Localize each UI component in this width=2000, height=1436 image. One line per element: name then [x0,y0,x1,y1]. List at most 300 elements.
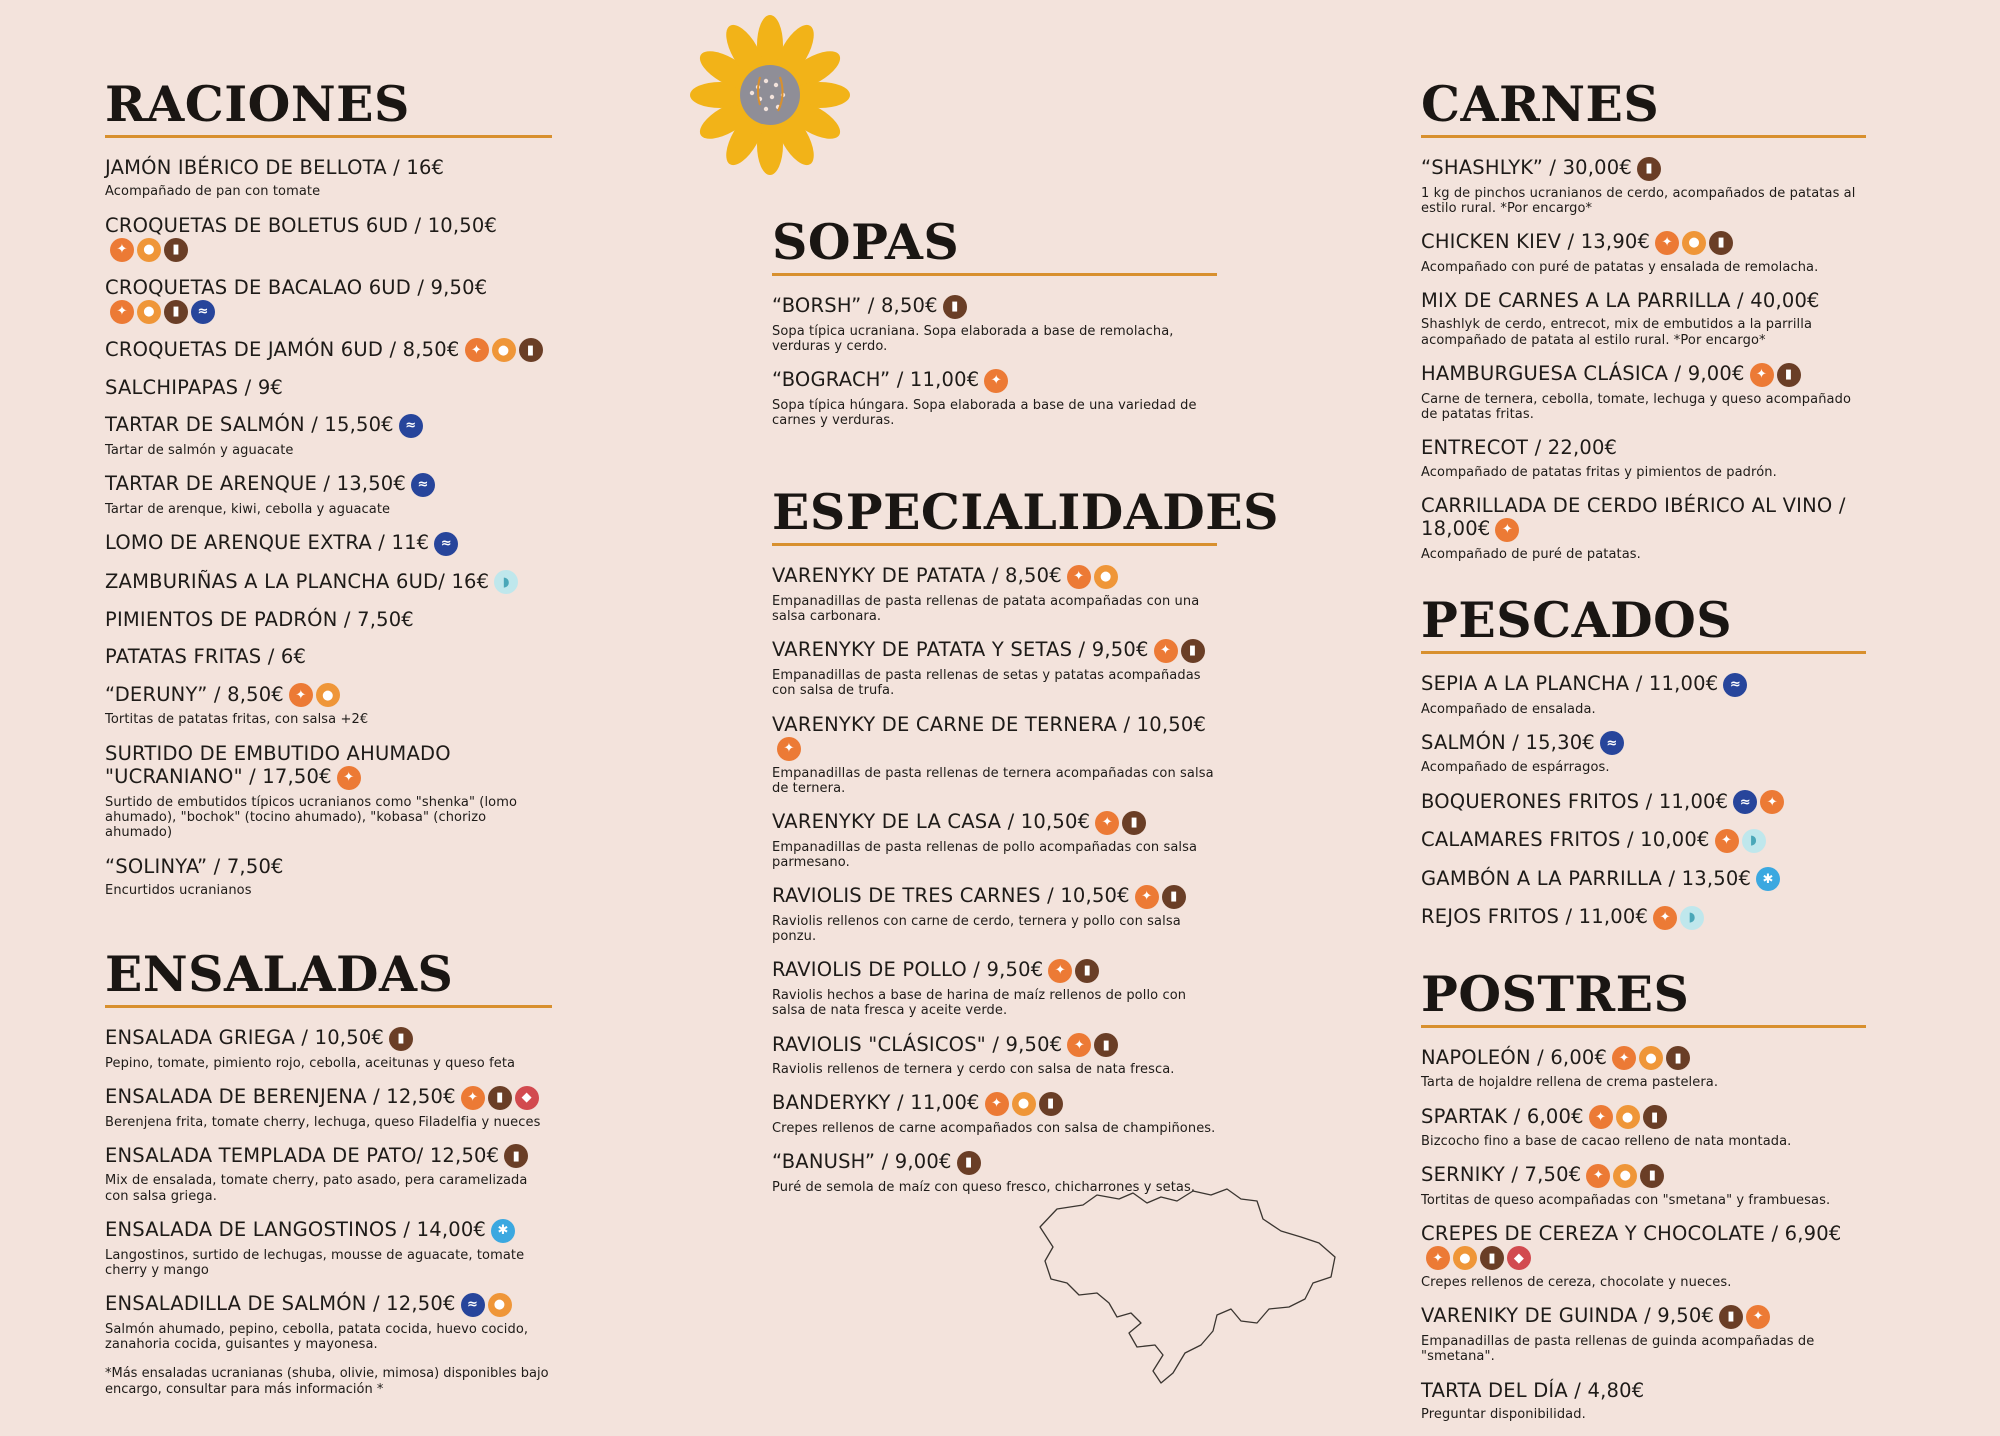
allergen-icons [1756,867,1780,891]
allergen-icons [461,1086,539,1110]
ukraine-map-illustration [1035,1185,1345,1390]
menu-item [105,276,552,324]
menu-item-description: Salmón ahumado, pepino, cebolla, patata cocida, huevo cocido, zanahoria cocida, guisantes y mayonesa. [105,1321,529,1353]
allergen-icons [1095,811,1146,835]
nuts-icon: ◆ [515,1086,539,1110]
menu-item-description: Empanadillas de pasta rellenas de guinda acompañadas de "smetana". [1421,1333,1815,1365]
menu-item [1421,672,1866,717]
allergen-icons [461,1293,512,1317]
menu-item-label: “DERUNY” / 8,50€ [105,682,284,706]
allergen-icons [1733,790,1784,814]
menu-item-name [105,1026,552,1051]
egg-icon: ● [1616,1105,1640,1129]
menu-item-name [1421,828,1866,853]
gluten-icon: ✦ [1655,231,1679,255]
menu-item-description: Acompañado de patatas fritas y pimientos de padrón. [1421,464,1777,480]
allergen-icons [494,570,518,594]
menu-item-label: ENSALADA TEMPLADA DE PATO/ 12,50€ [105,1143,500,1167]
menu-item-description: Acompañado de ensalada. [1421,701,1596,717]
menu-item-description: Raviolis rellenos de ternera y cerdo con salsa de nata fresca. [772,1062,1175,1078]
fish-icon: ≈ [1733,790,1757,814]
menu-item-description: Mix de ensalada, tomate cherry, pato asado, pera caramelizada con salsa griega. [105,1173,528,1204]
dairy-icon: ▮ [164,300,188,324]
allergen-icons [1586,1164,1664,1188]
gluten-icon: ✦ [1135,885,1159,909]
menu-item-label: SEPIA A LA PLANCHA / 11,00€ [1421,672,1719,696]
section-carnes [1421,75,1866,562]
menu-item-label: LOMO DE ARENQUE EXTRA / 11€ [105,531,430,555]
menu-item-name [1421,1304,1866,1329]
menu-item-name [772,564,1217,589]
allergen-icons [399,414,423,438]
menu-item [105,1292,552,1352]
column-right [1421,75,1866,1436]
menu-item-name [772,958,1217,983]
nuts-icon: ◆ [1507,1246,1531,1270]
menu-item [105,338,552,363]
menu-item-name [105,1085,552,1110]
egg-icon: ● [1094,565,1118,589]
menu-item-name [105,1292,552,1317]
dairy-icon: ▮ [1709,231,1733,255]
menu-item-description: Pepino, tomate, pimiento rojo, cebolla, aceitunas y queso feta [105,1055,516,1071]
menu-item-name [105,376,552,399]
allergen-icons [389,1027,413,1051]
menu-item-name [772,294,1217,319]
gluten-icon: ✦ [465,338,489,362]
menu-item-label: “BOGRACH” / 11,00€ [772,368,980,392]
item-list [1421,672,1866,930]
allergen-icons [1495,518,1519,542]
menu-item-name [105,338,552,363]
menu-item-label: ENSALADA DE BERENJENA / 12,50€ [105,1085,456,1109]
dairy-icon: ▮ [1181,639,1205,663]
allergen-icons [289,683,340,707]
allergen-icons [777,737,801,761]
gluten-icon: ✦ [985,1092,1009,1116]
menu-item-label: ZAMBURIÑAS A LA PLANCHA 6UD/ 16€ [105,569,490,593]
egg-icon: ● [1613,1164,1637,1188]
menu-item-label: BOQUERONES FRITOS / 11,00€ [1421,789,1729,813]
menu-item-name [105,413,552,438]
allergen-icons [1154,639,1205,663]
section-title: CARNES [1421,80,1866,138]
gluten-icon: ✦ [1095,811,1119,835]
menu-item [105,472,552,517]
egg-icon: ● [488,1293,512,1317]
menu-item-name [1421,731,1866,756]
gluten-icon: ✦ [1589,1105,1613,1129]
menu-item [772,368,1217,428]
menu-item-name [1421,905,1866,930]
menu-item-label: PATATAS FRITAS / 6€ [105,645,307,669]
gluten-icon: ✦ [1760,790,1784,814]
item-list [1421,1046,1866,1423]
menu-item-label: VARENYKY DE PATATA / 8,50€ [772,564,1062,588]
gluten-icon: ✦ [1426,1246,1450,1270]
item-list [772,564,1217,1195]
menu-item [772,294,1217,354]
menu-item-description: Empanadillas de pasta rellenas de pollo acompañadas con salsa parmesano. [772,839,1198,870]
mollusc-icon: ◗ [494,570,518,594]
menu-item [1421,1163,1866,1208]
menu-item-description: Raviolis rellenos con carne de cerdo, ternera y pollo con salsa ponzu. [772,913,1181,945]
menu-item-label: SPARTAK / 6,00€ [1421,1104,1584,1128]
allergen-icons [985,1092,1063,1116]
menu-item-label: BANDERYKY / 11,00€ [772,1091,980,1115]
menu-item [1421,289,1866,348]
menu-item-label: SALMÓN / 15,30€ [1421,730,1595,754]
menu-item-name [772,1150,1217,1175]
menu-item-label: JAMÓN IBÉRICO DE BELLOTA / 16€ [105,156,445,179]
dairy-icon: ▮ [1075,959,1099,983]
column-center [772,213,1279,1209]
gluten-icon: ✦ [1653,906,1677,930]
menu-item [772,1033,1217,1078]
gluten-icon: ✦ [1067,1033,1091,1057]
allergen-icons [434,532,458,556]
menu-item-description: Tartar de arenque, kiwi, cebolla y aguacate [105,501,391,517]
menu-item [1421,494,1866,562]
menu-item-name [105,156,552,179]
menu-item [1421,436,1866,480]
menu-item-label: ENSALADILLA DE SALMÓN / 12,50€ [105,1292,456,1316]
menu-item-name [1421,790,1866,815]
gluten-icon: ✦ [1154,639,1178,663]
allergen-icons [1135,885,1186,909]
menu-item-name [772,368,1217,393]
menu-item-name [772,810,1217,835]
menu-item [1421,1304,1866,1364]
menu-item-name [105,570,552,595]
menu-item-description: Empanadillas de pasta rellenas de setas y patatas acompañadas con salsa de trufa. [772,667,1201,699]
menu-item-description: 1 kg de pinchos ucranianos de cerdo, acompañados de patatas al estilo rural. *Por encargo* [1421,185,1856,216]
menu-item-name [772,713,1217,761]
menu-item [105,742,552,841]
sunflower-illustration [680,15,860,180]
item-list [105,156,552,898]
menu-item-name [1421,362,1866,387]
menu-item [772,1091,1217,1136]
menu-item-name [1421,867,1866,892]
item-list [105,1026,552,1352]
menu-item-name [105,531,552,556]
menu-item-name [105,1218,552,1243]
menu-item-label: VARENIKY DE GUINDA / 9,50€ [1421,1304,1715,1328]
dairy-icon: ▮ [1637,157,1661,181]
section-title: PESCADOS [1421,596,1866,654]
menu-item [105,683,552,728]
menu-item-label: CHICKEN KIEV / 13,90€ [1421,230,1651,254]
allergen-icons [491,1219,515,1243]
menu-item [772,564,1217,624]
gluten-icon: ✦ [110,238,134,262]
allergen-icons [1048,959,1099,983]
allergen-icons [337,766,361,790]
item-list [772,294,1217,428]
column-left [105,75,552,1397]
dairy-icon: ▮ [488,1086,512,1110]
menu-item-description: Tortitas de queso acompañadas con "smetana" y frambuesas. [1421,1192,1831,1208]
menu-item-name [772,1033,1217,1058]
allergen-icons [1589,1105,1667,1129]
menu-item [1421,1379,1866,1423]
item-list [1421,156,1866,562]
menu-item-description: Tortitas de patatas fritas, con salsa +2€ [105,712,369,728]
menu-item-name [1421,1046,1866,1071]
allergen-icons [1637,157,1661,181]
crustacean-icon: ✱ [491,1219,515,1243]
menu-item-description: Berenjena frita, tomate cherry, lechuga, queso Filadelfia y nueces [105,1114,541,1130]
allergen-icons [1655,231,1733,255]
menu-item-label: SERNIKY / 7,50€ [1421,1163,1582,1187]
menu-item-name [772,638,1217,663]
menu-item-label: VARENYKY DE LA CASA / 10,50€ [772,810,1091,834]
menu-item [105,1085,552,1130]
dairy-icon: ▮ [1039,1092,1063,1116]
menu-item-description: Tarta de hojaldre rellena de crema pastelera. [1421,1075,1719,1091]
gluten-icon: ✦ [1586,1164,1610,1188]
menu-item-description: Acompañado de puré de patatas. [1421,546,1641,562]
dairy-icon: ▮ [943,295,967,319]
menu-item-label: MIX DE CARNES A LA PARRILLA / 40,00€ [1421,288,1820,312]
egg-icon: ● [1012,1092,1036,1116]
menu-item [1421,1046,1866,1091]
menu-item [105,608,552,631]
section-raciones [105,75,552,898]
menu-item-label: VARENYKY DE PATATA Y SETAS / 9,50€ [772,638,1149,662]
allergen-icons [504,1144,528,1168]
menu-item-name [105,472,552,497]
allergen-icons [110,300,215,324]
dairy-icon: ▮ [1094,1033,1118,1057]
allergen-icons [1067,1033,1118,1057]
menu-item [1421,828,1866,853]
allergen-icons [1719,1305,1770,1329]
fish-icon: ≈ [1600,731,1624,755]
gluten-icon: ✦ [777,737,801,761]
menu-item-name [772,884,1217,909]
allergen-icons [1600,731,1624,755]
menu-item [1421,230,1866,275]
fish-icon: ≈ [1723,673,1747,697]
dairy-icon: ▮ [1777,363,1801,387]
menu-item-name [105,276,552,324]
menu-item-name [1421,1379,1866,1402]
menu-item [105,645,552,668]
menu-item-name [105,683,552,708]
allergen-icons [1426,1246,1531,1270]
menu-item [1421,362,1866,422]
menu-item [772,638,1217,698]
gluten-icon: ✦ [1612,1046,1636,1070]
dairy-icon: ▮ [1643,1105,1667,1129]
gluten-icon: ✦ [110,300,134,324]
menu-item-name [1421,230,1866,255]
menu-item [1421,1222,1866,1290]
menu-item-label: NAPOLEÓN / 6,00€ [1421,1045,1608,1069]
egg-icon: ● [316,683,340,707]
menu-item [1421,1105,1866,1150]
section-title: POSTRES [1421,970,1866,1028]
dairy-icon: ▮ [1480,1246,1504,1270]
gluten-icon: ✦ [1048,959,1072,983]
menu-item-label: ENTRECOT / 22,00€ [1421,436,1618,460]
gluten-icon: ✦ [984,369,1008,393]
menu-item [105,570,552,595]
allergen-icons [1750,363,1801,387]
menu-item-description: Langostinos, surtido de lechugas, mousse de aguacate, tomate cherry y mango [105,1247,525,1278]
menu-item-name [1421,494,1866,542]
menu-item [1421,867,1866,892]
menu-item-description: Tartar de salmón y aguacate [105,442,294,458]
menu-item-label: “BORSH” / 8,50€ [772,294,938,317]
menu-item-description: Acompañado de pan con tomate [105,184,321,200]
menu-item-name [1421,289,1866,312]
gluten-icon: ✦ [1067,565,1091,589]
section-ensaladas [105,945,552,1397]
section-postres [1421,964,1866,1423]
menu-item-description: Carne de ternera, cebolla, tomate, lechuga y queso acompañado de patatas fritas. [1421,391,1852,422]
menu-item-description: Acompañado de espárragos. [1421,760,1610,776]
menu-item-name [1421,156,1866,181]
allergen-icons [943,295,967,319]
gluten-icon: ✦ [289,683,313,707]
allergen-icons [110,238,188,262]
egg-icon: ● [1639,1046,1663,1070]
menu-item-name [1421,672,1866,697]
menu-item-label: VARENYKY DE CARNE DE TERNERA / 10,50€ [772,712,1207,736]
fish-icon: ≈ [191,300,215,324]
menu-item-description: Raviolis hechos a base de harina de maíz rellenos de pollo con salsa de nata fresca y aceite verde. [772,987,1187,1019]
section-title: ENSALADAS [105,950,552,1008]
section-pescados [1421,591,1866,930]
menu-item-description: Puré de semola de maíz con queso fresco, chicharrones y setas. [772,1179,1196,1195]
menu-item [105,214,552,262]
mollusc-icon: ◗ [1680,906,1704,930]
allergen-icons [1612,1046,1690,1070]
menu-item-label: “SHASHLYK” / 30,00€ [1421,156,1632,179]
menu-item [772,713,1217,797]
menu-item-name [105,742,552,790]
menu-item-description: Empanadillas de pasta rellenas de ternera acompañadas con salsa de ternera. [772,765,1214,796]
menu-item [105,156,552,200]
gluten-icon: ✦ [1750,363,1774,387]
menu-item-label: PIMIENTOS DE PADRÓN / 7,50€ [105,608,414,632]
menu-item-label: “BANUSH” / 9,00€ [772,1150,952,1174]
menu-item-label: TARTA DEL DÍA / 4,80€ [1421,1378,1645,1402]
menu-item [105,531,552,556]
menu-item-name [1421,1105,1866,1130]
menu-item-name [105,608,552,631]
menu-item-name [105,1144,552,1169]
allergen-icons [1653,906,1704,930]
menu-item-label: TARTAR DE SALMÓN / 15,50€ [105,413,394,437]
menu-item-description: Sopa típica húngara. Sopa elaborada a base de una variedad de carnes y verduras. [772,397,1197,428]
menu-item-description: Shashlyk de cerdo, entrecot, mix de embutidos a la parrilla acompañado de patata al estilo rural. *Por encargo* [1421,317,1813,348]
allergen-icons [411,473,435,497]
allergen-icons [465,338,543,362]
gluten-icon: ✦ [337,766,361,790]
menu-item-label: CALAMARES FRITOS / 10,00€ [1421,828,1710,852]
allergen-icons [984,369,1008,393]
menu-item [105,376,552,399]
menu-item-label: CROQUETAS DE BOLETUS 6UD / 10,50€ [105,213,498,237]
menu-item [105,413,552,458]
section-note: *Más ensaladas ucranianas (shuba, olivie, mimosa) disponibles bajo encargo, consultar para más información * [105,1366,549,1397]
allergen-icons [957,1151,981,1175]
menu-item [772,958,1217,1018]
menu-item-label: CREPES DE CEREZA Y CHOCOLATE / 6,90€ [1421,1222,1842,1246]
egg-icon: ● [137,300,161,324]
fish-icon: ≈ [399,414,423,438]
menu-item-label: GAMBÓN A LA PARRILLA / 13,50€ [1421,866,1752,890]
allergen-icons [1067,565,1118,589]
menu-item-description: Preguntar disponibilidad. [1421,1407,1586,1423]
menu-item-label: RAVIOLIS DE TRES CARNES / 10,50€ [772,884,1130,908]
menu-item-description: Crepes rellenos de carne acompañados con salsa de champiñones. [772,1120,1216,1136]
dairy-icon: ▮ [504,1144,528,1168]
menu-item-name [105,214,552,262]
menu-item [105,855,552,899]
menu-item [105,1218,552,1278]
menu-item [1421,905,1866,930]
crustacean-icon: ✱ [1756,867,1780,891]
menu-item-label: CARRILLADA DE CERDO IBÉRICO AL VINO / 18,00€ [1421,493,1846,541]
menu-item-name [1421,1222,1866,1270]
section-sopas [772,213,1217,428]
menu-item-name [772,1091,1217,1116]
menu-item-name [1421,1163,1866,1188]
section-title: ESPECIALIDADES [772,488,1217,546]
egg-icon: ● [1453,1246,1477,1270]
menu-item-label: TARTAR DE ARENQUE / 13,50€ [105,472,407,496]
fish-icon: ≈ [434,532,458,556]
menu-item-name [105,855,552,878]
egg-icon: ● [1682,231,1706,255]
menu-item [1421,156,1866,216]
menu-item [772,1150,1217,1195]
section-title: RACIONES [105,80,552,138]
dairy-icon: ▮ [389,1027,413,1051]
mollusc-icon: ◗ [1742,829,1766,853]
menu-item [105,1144,552,1204]
menu-item-name [1421,436,1866,459]
dairy-icon: ▮ [1122,811,1146,835]
menu-item-description: Bizcocho fino a base de cacao relleno de nata montada. [1421,1134,1792,1150]
allergen-icons [1715,829,1766,853]
gluten-icon: ✦ [1715,829,1739,853]
dairy-icon: ▮ [164,238,188,262]
menu-item [1421,731,1866,776]
menu-item-label: “SOLINYA” / 7,50€ [105,854,284,878]
fish-icon: ≈ [411,473,435,497]
dairy-icon: ▮ [519,338,543,362]
menu-item-label: ENSALADA DE LANGOSTINOS / 14,00€ [105,1218,487,1242]
dairy-icon: ▮ [1719,1305,1743,1329]
menu-item-label: CROQUETAS DE JAMÓN 6UD / 8,50€ [105,337,460,361]
menu-item [105,1026,552,1071]
menu-item-description: Empanadillas de pasta rellenas de patata acompañadas con una salsa carbonara. [772,593,1200,625]
menu-item-label: CROQUETAS DE BACALAO 6UD / 9,50€ [105,275,488,299]
gluten-icon: ✦ [1495,518,1519,542]
menu-item [772,810,1217,870]
gluten-icon: ✦ [1746,1305,1770,1329]
dairy-icon: ▮ [957,1151,981,1175]
menu-item-label: RAVIOLIS "CLÁSICOS" / 9,50€ [772,1032,1063,1056]
menu-item-description: Acompañado con puré de patatas y ensalada de remolacha. [1421,259,1819,275]
allergen-icons [1723,673,1747,697]
